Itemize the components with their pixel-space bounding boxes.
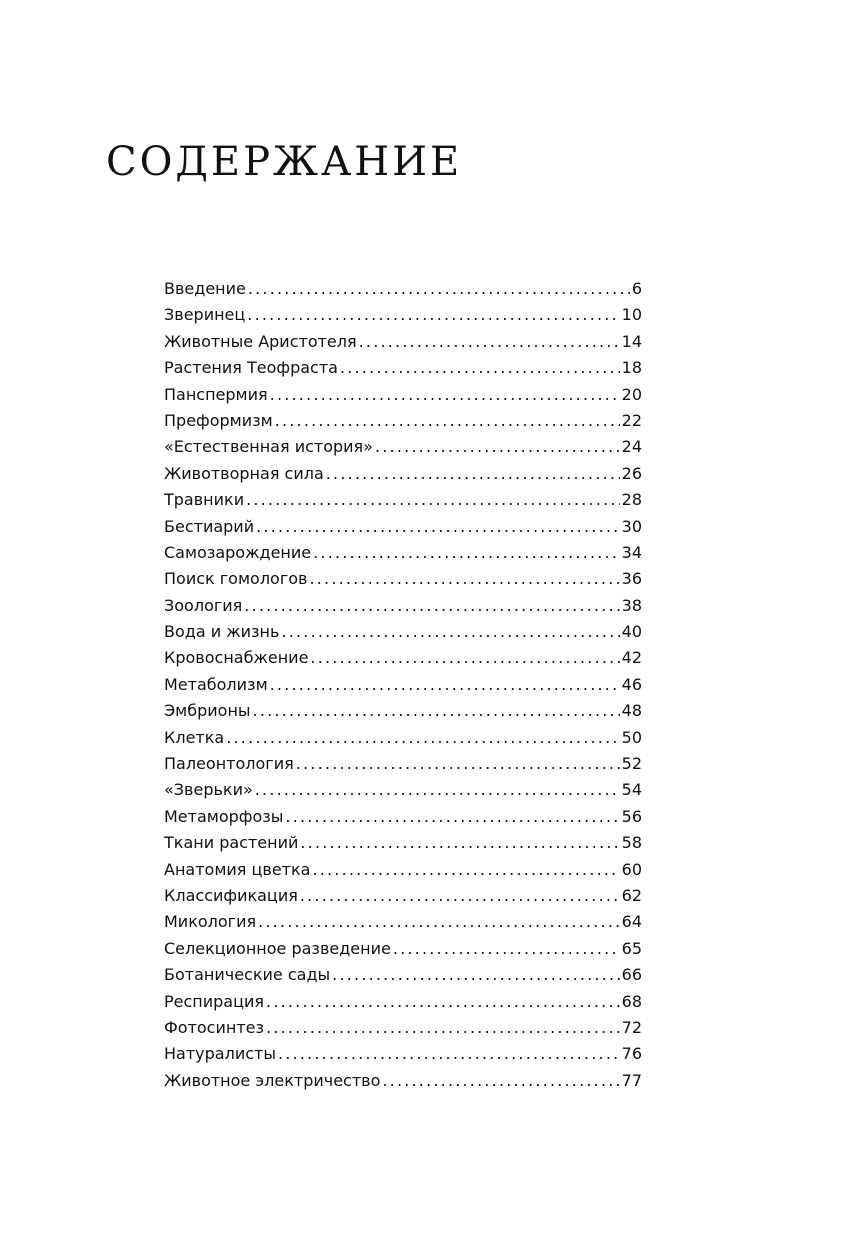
toc-entry-title: Кровоснабжение <box>164 648 309 668</box>
page-title: СОДЕРЖАНИЕ <box>106 139 463 185</box>
toc-entry <box>164 989 642 1015</box>
toc-dot-leader <box>313 540 620 566</box>
toc-entry-title: Растения Теофраста <box>164 358 338 378</box>
toc-dot-leader <box>275 408 620 434</box>
toc-entry <box>164 909 642 935</box>
toc-entry-title: Панспермия <box>164 384 268 404</box>
toc-entry <box>164 487 642 513</box>
toc-entry <box>164 329 642 355</box>
toc-entry-page-number: 22 <box>621 410 642 430</box>
toc-entry <box>164 672 642 698</box>
toc-entry <box>164 302 642 328</box>
toc-entry-title: «Естественная история» <box>164 437 373 457</box>
toc-entry-page-number: 24 <box>621 437 642 457</box>
toc-entry-page-number: 26 <box>621 463 642 483</box>
toc-dot-leader <box>247 302 619 328</box>
toc-dot-leader <box>309 566 619 592</box>
toc-entry-page-number: 77 <box>621 1070 642 1090</box>
toc-dot-leader <box>326 461 620 487</box>
toc-dot-leader <box>270 382 620 408</box>
toc-entry-page-number: 6 <box>631 279 642 298</box>
toc-entry-title: Респирация <box>164 991 265 1011</box>
toc-entry-title: Палеонтология <box>164 754 294 774</box>
toc-dot-leader <box>266 1015 620 1041</box>
toc-entry <box>164 540 642 566</box>
toc-entry-title: Микология <box>164 912 257 932</box>
toc-entry <box>164 883 642 909</box>
toc-entry <box>164 276 642 302</box>
toc-entry-page-number: 76 <box>621 1044 642 1064</box>
toc-entry-page-number: 65 <box>621 938 642 958</box>
toc-entry <box>164 434 642 460</box>
toc-entry <box>164 566 642 592</box>
toc-entry-page-number: 38 <box>621 595 642 615</box>
toc-entry <box>164 461 642 487</box>
toc-entry <box>164 857 642 883</box>
toc-entry-page-number: 48 <box>621 701 642 721</box>
toc-entry <box>164 777 642 803</box>
toc-entry-title: «Зверьки» <box>164 780 253 800</box>
toc-entry-page-number: 10 <box>621 305 642 325</box>
toc-dot-leader <box>340 355 620 381</box>
toc-entry-title: Бестиарий <box>164 516 255 536</box>
toc-entry-page-number: 46 <box>621 674 642 694</box>
toc-entry <box>164 1015 642 1041</box>
toc-entry <box>164 1068 642 1094</box>
toc-entry-page-number: 62 <box>621 885 642 905</box>
toc-dot-leader <box>256 514 620 540</box>
toc-dot-leader <box>255 777 620 803</box>
toc-dot-leader <box>226 725 619 751</box>
toc-dot-leader <box>300 830 619 856</box>
toc-entry <box>164 962 642 988</box>
toc-entry <box>164 751 642 777</box>
toc-entry-page-number: 54 <box>621 780 642 800</box>
toc-entry-title: Натуралисты <box>164 1044 276 1064</box>
toc-entry-title: Самозарождение <box>164 542 312 562</box>
toc-dot-leader <box>278 1041 620 1067</box>
toc-entry-title: Животные Аристотеля <box>164 331 357 351</box>
toc-entry-page-number: 72 <box>621 1017 642 1037</box>
toc-entry <box>164 725 642 751</box>
toc-entry <box>164 619 642 645</box>
toc-entry-title: Преформизм <box>164 410 273 430</box>
toc-entry <box>164 645 642 671</box>
toc-entry <box>164 382 642 408</box>
toc-entry-title: Фотосинтез <box>164 1017 264 1037</box>
toc-entry <box>164 804 642 830</box>
toc-entry <box>164 936 642 962</box>
toc-dot-leader <box>310 645 619 671</box>
toc-dot-leader <box>393 936 620 962</box>
toc-entry-title: Вода и жизнь <box>164 622 280 642</box>
toc-entry-page-number: 28 <box>621 490 642 510</box>
toc-entry-title: Животное электричество <box>164 1070 381 1090</box>
toc-dot-leader <box>300 883 620 909</box>
toc-entry-page-number: 66 <box>621 965 642 985</box>
toc-dot-leader <box>258 909 620 935</box>
toc-entry-page-number: 20 <box>621 384 642 404</box>
toc-entry-title: Анатомия цветка <box>164 859 311 879</box>
toc-entry-title: Зверинец <box>164 305 246 325</box>
toc-entry-page-number: 34 <box>621 542 642 562</box>
toc-dot-leader <box>296 751 620 777</box>
toc-entry <box>164 514 642 540</box>
toc-dot-leader <box>253 698 620 724</box>
toc-entry-title: Поиск гомологов <box>164 569 308 589</box>
toc-entry <box>164 355 642 381</box>
toc-dot-leader <box>375 434 620 460</box>
toc-entry-title: Метаморфозы <box>164 806 284 826</box>
toc-entry <box>164 593 642 619</box>
toc-entry <box>164 1041 642 1067</box>
toc-entry-title: Эмбрионы <box>164 701 251 721</box>
toc-entry-title: Ткани растений <box>164 833 299 853</box>
toc-entry-page-number: 56 <box>621 806 642 826</box>
toc-entry-title: Селекционное разведение <box>164 938 391 958</box>
toc-entry-page-number: 50 <box>621 727 642 747</box>
toc-dot-leader <box>246 487 620 513</box>
toc-dot-leader <box>285 804 619 830</box>
toc-entry-page-number: 52 <box>621 754 642 774</box>
toc-entry-page-number: 14 <box>621 331 642 351</box>
toc-entry-page-number: 36 <box>621 569 642 589</box>
toc-entry-page-number: 60 <box>621 859 642 879</box>
toc-entry-title: Зоология <box>164 595 243 615</box>
toc-dot-leader <box>248 276 630 302</box>
toc-entry-page-number: 58 <box>621 833 642 853</box>
toc-dot-leader <box>382 1068 619 1094</box>
toc-dot-leader <box>281 619 619 645</box>
toc-dot-leader <box>332 962 620 988</box>
toc-entry-title: Метаболизм <box>164 674 268 694</box>
toc-dot-leader <box>270 672 620 698</box>
toc-entry-page-number: 18 <box>621 358 642 378</box>
toc-entry <box>164 830 642 856</box>
toc-dot-leader <box>312 857 619 883</box>
toc-entry-title: Введение <box>164 279 246 298</box>
toc-entry-title: Классификация <box>164 885 298 905</box>
toc-entry-page-number: 42 <box>621 648 642 668</box>
toc-entry <box>164 408 642 434</box>
toc-entry-title: Ботанические сады <box>164 965 331 985</box>
table-of-contents <box>164 276 642 1094</box>
toc-dot-leader <box>244 593 619 619</box>
toc-entry-title: Животворная сила <box>164 463 324 483</box>
toc-dot-leader <box>359 329 620 355</box>
toc-entry-page-number: 30 <box>621 516 642 536</box>
toc-entry-page-number: 64 <box>621 912 642 932</box>
toc-entry <box>164 698 642 724</box>
toc-entry-page-number: 68 <box>621 991 642 1011</box>
toc-entry-page-number: 40 <box>621 622 642 642</box>
toc-dot-leader <box>266 989 620 1015</box>
toc-entry-title: Травники <box>164 490 245 510</box>
toc-entry-title: Клетка <box>164 727 225 747</box>
